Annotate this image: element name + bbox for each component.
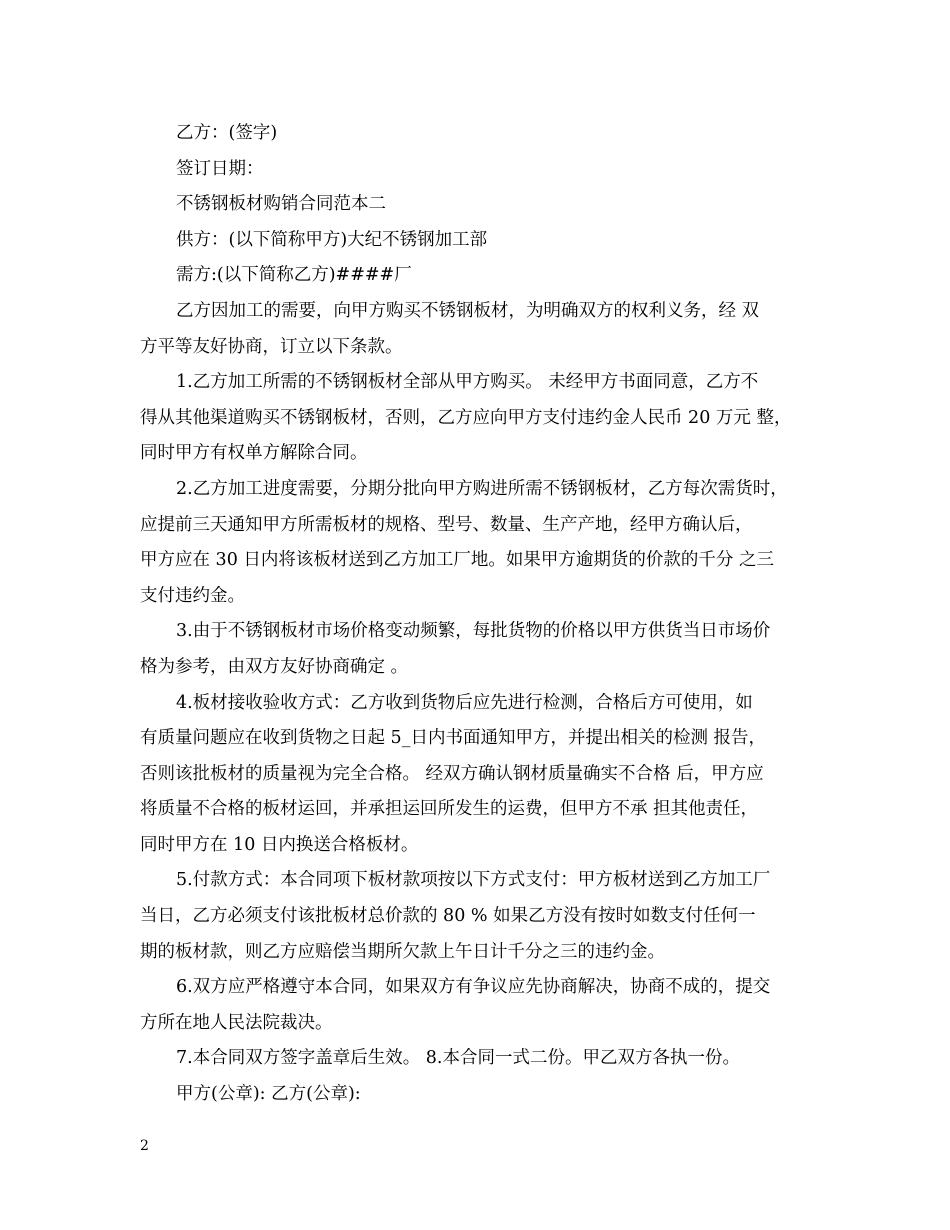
text-line: 同时甲方有权单方解除合同。 bbox=[140, 443, 368, 464]
text-line: 4.板材接收验收方式：乙方收到货物后应先进行检测，合格后方可使用，如 bbox=[176, 692, 753, 713]
text-line: 得从其他渠道购买不锈钢板材，否则，乙方应向甲方支付违约金人民币 20 万元 整， bbox=[140, 407, 792, 428]
text-line: 甲方(公章): 乙方(公章): bbox=[176, 1084, 361, 1105]
text-line: 1.乙方加工所需的不锈钢板材全部从甲方购买。 未经甲方书面同意，乙方不 bbox=[176, 372, 759, 393]
text-line: 当日，乙方必须支付该批板材总价款的 80 % 如果乙方没有按时如数支付任何一 bbox=[140, 906, 756, 927]
text-line: 需方:(以下简称乙方)####厂 bbox=[176, 265, 412, 286]
text-line: 否则该批板材的质量视为完全合格。 经双方确认钢材质量确实不合格 后，甲方应 bbox=[140, 763, 764, 784]
text-line: 有质量问题应在收到货物之日起 5_日内书面通知甲方，并提出相关的检测 报告， bbox=[140, 728, 767, 749]
text-line: 供方：(以下简称甲方)大纪不锈钢加工部 bbox=[176, 229, 488, 250]
text-line: 7.本合同双方签字盖章后生效。 8.本合同一式二份。甲乙双方各执一份。 bbox=[176, 1048, 740, 1069]
text-line: 将质量不合格的板材运回，并承担运回所发生的运费，但甲方不承 担其他责任， bbox=[140, 799, 759, 820]
text-line: 支付违约金。 bbox=[140, 585, 245, 606]
contract-text-body bbox=[140, 116, 812, 1113]
text-line: 应提前三天通知甲方所需板材的规格、型号、数量、生产产地，经甲方确认后， bbox=[140, 514, 753, 535]
text-line: 乙方因加工的需要，向甲方购买不锈钢板材，为明确双方的权利义务，经 双 bbox=[176, 300, 760, 321]
page-number: 2 bbox=[140, 1138, 149, 1154]
text-line: 同时甲方在 10 日内换送合格板材。 bbox=[140, 834, 419, 855]
text-line: 3.由于不锈钢板材市场价格变动频繁，每批货物的价格以甲方供货当日市场价 bbox=[176, 621, 771, 642]
text-line: 不锈钢板材购销合同范本二 bbox=[176, 194, 386, 215]
text-line: 方所在地人民法院裁决。 bbox=[140, 1012, 333, 1033]
text-line: 签订日期： bbox=[176, 158, 264, 179]
text-line: 甲方应在 30 日内将该板材送到乙方加工厂地。如果甲方逾期货的价款的千分 之三 bbox=[140, 550, 774, 571]
text-line: 乙方：(签字) bbox=[176, 123, 278, 143]
text-line: 2.乙方加工进度需要，分期分批向甲方购进所需不锈钢板材，乙方每次需货时， bbox=[176, 478, 788, 499]
text-line: 期的板材款，则乙方应赔偿当期所欠款上午日计千分之三的违约金。 bbox=[140, 941, 665, 962]
text-line: 6.双方应严格遵守本合同，如果双方有争议应先协商解决，协商不成的，提交 bbox=[176, 977, 771, 998]
text-line: 格为参考，由双方友好协商确定 。 bbox=[140, 656, 409, 677]
text-line: 方平等友好协商，订立以下条款。 bbox=[140, 336, 403, 357]
text-line: 5.付款方式：本合同项下板材款项按以下方式支付：甲方板材送到乙方加工厂 bbox=[176, 870, 771, 891]
